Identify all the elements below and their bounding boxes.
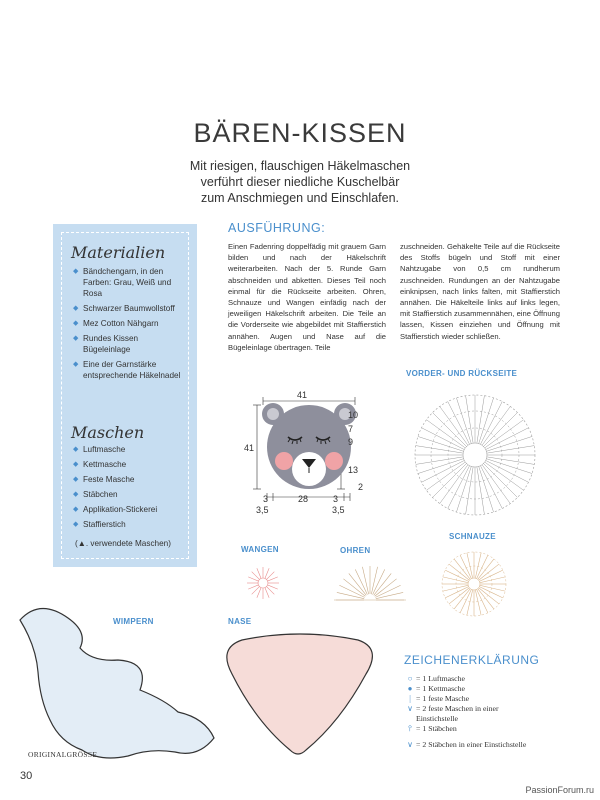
list-item: ◆ Stäbchen (73, 490, 118, 499)
chart-stroke (439, 471, 453, 481)
materials-heading: Materialien (71, 243, 166, 262)
chart-stroke (454, 559, 463, 570)
chart-stroke (468, 482, 471, 499)
chart-stroke (449, 477, 459, 491)
chart-stroke (265, 568, 269, 578)
dim-left: 41 (244, 443, 255, 453)
chart-stroke (248, 585, 258, 589)
chart-stroke (480, 431, 487, 444)
chart-cheeks (240, 560, 286, 606)
materials-list (73, 266, 183, 385)
chart-stroke (461, 413, 466, 429)
chart-stroke (454, 598, 463, 609)
chart-stroke (467, 429, 472, 443)
chart-stroke (433, 413, 444, 424)
bullet-icon: ◆ (73, 521, 79, 528)
chart-stroke (422, 428, 436, 435)
single-crochet-icon: | (409, 694, 411, 703)
chart-stroke (517, 436, 532, 441)
chart-stroke (451, 443, 464, 450)
chart-stroke (501, 441, 517, 446)
chart-stroke (432, 448, 449, 451)
dim-bottom-right: 3,5 (332, 505, 345, 515)
list-item: ◆ Applikation-Stickerei (73, 505, 158, 514)
chart-stroke (485, 559, 494, 570)
chart-stroke (362, 567, 368, 594)
chart-stroke (426, 420, 439, 429)
chart-stroke (449, 419, 459, 433)
legend (404, 674, 554, 750)
bear-diagram (240, 385, 380, 520)
chart-stroke (482, 600, 488, 613)
legend-item: ○ = 1 Luftmasche (404, 674, 554, 684)
chart-stroke (468, 412, 471, 429)
two-double-crochet-icon: ∨ (407, 740, 413, 749)
chart-stroke (511, 420, 524, 429)
chart-stroke (491, 477, 501, 491)
label-muzzle: SCHNAUZE (449, 532, 496, 541)
chart-stroke (461, 481, 466, 497)
chart-stroke (514, 428, 528, 435)
chart-stroke (257, 568, 261, 578)
chart-stroke (374, 573, 391, 595)
bullet-icon: ◆ (73, 476, 79, 483)
chart-stroke (497, 429, 511, 439)
subtitle-line: zum Anschmiegen und Einschlafen. (200, 191, 400, 205)
chart-stroke (433, 463, 449, 468)
chart-stroke (492, 577, 506, 580)
chart-stroke (477, 428, 479, 443)
chart-stroke (518, 446, 534, 449)
chart-stroke (494, 474, 506, 486)
legend-heading: ZEICHENERKLÄRUNG (404, 653, 540, 667)
chart-stroke (471, 467, 473, 482)
chart-stroke (487, 479, 495, 494)
chart-stroke (456, 497, 461, 512)
chart-stroke (471, 428, 473, 443)
chart-stroke (268, 585, 278, 589)
list-item: ◆ Eine der Garnstärke entsprechende Häkelnadel (73, 360, 181, 380)
chart-stroke (349, 573, 366, 595)
instructions-column-2: zuschneiden. Gehäkelte Teile auf die Rückseite des Stoffs bügeln und Stoff mit einer Nahtzugabe von 0,5 cm rundherum zuschneiden. Rundungen an der Nahtzugabe einknipsen, nach links falten, mit Staffierstich annähen. Die Häkelteile links auf links legen, mit Staffierstich zusammennähen, eine Öffnung lassen, Kissen einziehen und Öffnung mit Staffierstich wieder schließen. (400, 242, 560, 341)
chart-stroke (449, 595, 460, 604)
chart-stroke (501, 406, 510, 419)
chart-stroke (376, 592, 403, 598)
chart-stroke (467, 553, 470, 567)
chart-stroke (489, 497, 494, 512)
chart-stroke (502, 459, 519, 462)
list-item: ◆ Mez Cotton Nähgarn (73, 319, 159, 328)
double-crochet-icon: ⫯ (408, 724, 412, 733)
slip-stitch-icon: ● (407, 684, 413, 693)
chart-stroke (440, 491, 449, 504)
chart-stroke (375, 579, 397, 596)
chart-stroke (449, 447, 463, 452)
chart-stroke (445, 570, 458, 576)
chart-stroke (375, 585, 400, 597)
chart-stroke (514, 475, 528, 482)
legend-item: ∨ = 2 feste Maschen in einer Einstichstelle (404, 704, 554, 724)
chart-stroke (490, 570, 503, 576)
stitches-heading: Maschen (71, 423, 145, 442)
dim-right-5: 2 (358, 482, 364, 492)
chart-stroke (501, 463, 517, 468)
chart-stroke (483, 413, 488, 429)
chart-stroke (418, 469, 433, 474)
chart-stroke (252, 572, 260, 580)
stitches-list (73, 444, 185, 534)
chart-stroke (478, 553, 481, 567)
chart-stroke (506, 413, 517, 424)
chart-stroke (439, 429, 453, 439)
list-item: ◆ Rundes Kissen Bügeleinlage (73, 334, 139, 354)
list-item: ◆ Staffierstich (73, 520, 126, 529)
legend-item: ⫯ = 1 Stäbchen (404, 724, 554, 734)
chart-stroke (456, 398, 461, 413)
chart-stroke (426, 481, 439, 490)
dim-small-left: 3 (263, 494, 269, 504)
chart-stroke (487, 416, 495, 431)
chart-stroke (482, 396, 485, 412)
chart-stroke (448, 402, 455, 416)
chart-stroke (257, 588, 261, 598)
page-subtitle (150, 158, 450, 206)
chart-stroke (371, 567, 377, 594)
chart-stroke (265, 588, 269, 598)
chart-stroke (460, 600, 466, 613)
stitches-note: (▲. verwendete Maschen) (75, 539, 171, 548)
chart-stroke (267, 587, 275, 595)
chart-stroke (449, 459, 463, 464)
chart-stroke (478, 602, 481, 616)
chart-stroke (479, 412, 482, 429)
label-cheeks: WANGEN (241, 545, 279, 554)
bullet-icon: ◆ (73, 446, 79, 453)
chart-muzzle (434, 544, 514, 624)
nose-template (222, 626, 377, 766)
chart-stroke (444, 474, 456, 486)
chart-stroke (495, 494, 502, 508)
chart-stroke (490, 592, 503, 598)
dim-bottom-left: 3,5 (256, 505, 269, 515)
dim-right-2: 7 (348, 424, 354, 434)
chart-stroke (436, 467, 451, 475)
bullet-icon: ◆ (73, 320, 79, 327)
bullet-icon: ◆ (73, 506, 79, 513)
chart-stroke (455, 416, 463, 431)
chart-stroke (480, 466, 487, 479)
chart-stroke (488, 564, 499, 573)
chart-stroke (432, 459, 449, 462)
list-item: ◆ Bändchengarn, in den Farben: Grau, Weiß und Rosa (73, 267, 172, 298)
page-number: 30 (20, 770, 33, 782)
chart-stroke (339, 585, 364, 597)
chart-stroke (337, 592, 364, 598)
chart-stroke (479, 429, 484, 443)
chart-stroke (495, 402, 502, 416)
chart-stroke (487, 457, 502, 459)
instructions-heading: AUSFÜHRUNG: (228, 221, 326, 235)
chart-stroke (477, 467, 479, 482)
chart-stroke (499, 435, 514, 443)
chart-stroke (451, 460, 464, 467)
legend-item: | = 1 feste Masche (404, 694, 554, 704)
chart-stroke (433, 486, 444, 497)
chart-stroke (482, 498, 485, 514)
list-item: ◆ Luftmasche (73, 445, 126, 454)
bullet-icon: ◆ (73, 268, 79, 275)
chart-stroke (494, 424, 506, 436)
chart-stroke (436, 435, 451, 443)
chart-stroke (355, 569, 367, 594)
chart-stroke (343, 579, 365, 596)
chart-stroke (479, 466, 484, 480)
chart-stroke (467, 602, 470, 616)
chart-stroke (506, 486, 517, 497)
chart-stroke (491, 419, 501, 433)
chart-stroke (416, 446, 432, 449)
label-front-back: VORDER- UND RÜCKSEITE (406, 369, 518, 378)
chart-stroke (444, 424, 456, 436)
bullet-icon: ◆ (73, 305, 79, 312)
chart-stroke (433, 441, 449, 446)
list-item: ◆ Kettmasche (73, 460, 127, 469)
chart-stroke (489, 398, 494, 413)
legend-item: ● = 1 Kettmasche (404, 684, 554, 694)
chart-stroke (466, 498, 469, 514)
chart-stroke (492, 588, 506, 591)
chart-stroke (248, 577, 258, 581)
chart-stroke (448, 457, 463, 459)
chart-stroke (518, 462, 534, 465)
chart-stroke (502, 448, 519, 451)
legend-item: ∨ = 2 Stäbchen in einer Einstichstelle (404, 740, 554, 750)
chart-stroke (483, 481, 488, 497)
chart-stroke (486, 459, 500, 464)
dim-bottom: 28 (298, 494, 309, 504)
chart-stroke (485, 598, 494, 609)
chart-stroke (467, 466, 472, 480)
list-item: ◆ Schwarzer Baumwollstoff (73, 304, 175, 313)
dim-right-3: 9 (348, 437, 354, 447)
lashes-template (0, 600, 220, 770)
chart-stroke (497, 471, 511, 481)
chart-stroke (487, 451, 502, 453)
dim-small-right: 3 (333, 494, 339, 504)
watermark: PassionForum.ru (525, 785, 594, 795)
chart-stroke (486, 460, 499, 467)
chart-stroke (460, 555, 466, 568)
chart-stroke (440, 406, 449, 419)
bullet-icon: ◆ (73, 461, 79, 468)
page-title: BÄREN-KISSEN (193, 118, 407, 148)
dim-right-4: 13 (348, 465, 359, 475)
chart-ears (330, 558, 410, 608)
chart-stroke (252, 587, 260, 595)
chain-stitch-icon: ○ (407, 674, 413, 683)
chart-stroke (267, 572, 275, 580)
chart-stroke (422, 475, 436, 482)
chart-stroke (455, 479, 463, 494)
chart-stroke (416, 462, 432, 465)
dim-right-1: 10 (348, 410, 359, 420)
bullet-icon: ◆ (73, 361, 79, 368)
chart-stroke (443, 577, 457, 580)
chart-stroke (268, 577, 278, 581)
chart-stroke (449, 564, 460, 573)
chart-stroke (445, 592, 458, 598)
subtitle-line: Mit riesigen, flauschigen Häkelmaschen (189, 159, 411, 173)
chart-stroke (486, 447, 500, 452)
chart-stroke (463, 466, 470, 479)
chart-stroke (448, 494, 455, 508)
dim-top: 41 (297, 390, 308, 400)
chart-stroke (482, 555, 488, 568)
chart-stroke (443, 588, 457, 591)
chart-stroke (517, 469, 532, 474)
chart-stroke (479, 482, 482, 499)
label-nose: NASE (228, 617, 252, 626)
label-lashes: WIMPERN (113, 617, 154, 626)
chart-stroke (501, 491, 510, 504)
chart-stroke (463, 431, 470, 444)
chart-stroke (499, 467, 514, 475)
two-single-crochet-icon: ∨ (407, 704, 413, 713)
chart-front-back (400, 380, 550, 530)
chart-stroke (418, 436, 433, 441)
original-size-note: ORIGINALGRÖSSE (28, 750, 98, 759)
label-ears: OHREN (340, 546, 371, 555)
chart-stroke (488, 595, 499, 604)
chart-stroke (486, 443, 499, 450)
subtitle-line: verführt dieser niedliche Kuschelbär (200, 175, 400, 189)
chart-stroke (466, 396, 469, 412)
bullet-icon: ◆ (73, 335, 79, 342)
chart-stroke (511, 481, 524, 490)
bullet-icon: ◆ (73, 491, 79, 498)
chart-stroke (448, 451, 463, 453)
list-item: ◆ Feste Masche (73, 475, 135, 484)
chart-stroke (373, 569, 385, 594)
instructions-column-1: Einen Fadenring doppelfädig mit grauem Garn bilden und nach der Häkelschrift weiterarbeiten. Nach der 5. Runde Garn abschneiden und abketten. Dieses Teil noch einmal für die Rückseite arbeiten. Ohren, Schnauze und Wangen einfädig nach der jeweiligen Häkelschrift arbeiten. Die Teile an die Vorderseite wie abgebildet mit Staffierstich annähen. Augen und Nase auf die Bügeleinlage übertragen. Teile (228, 242, 386, 352)
